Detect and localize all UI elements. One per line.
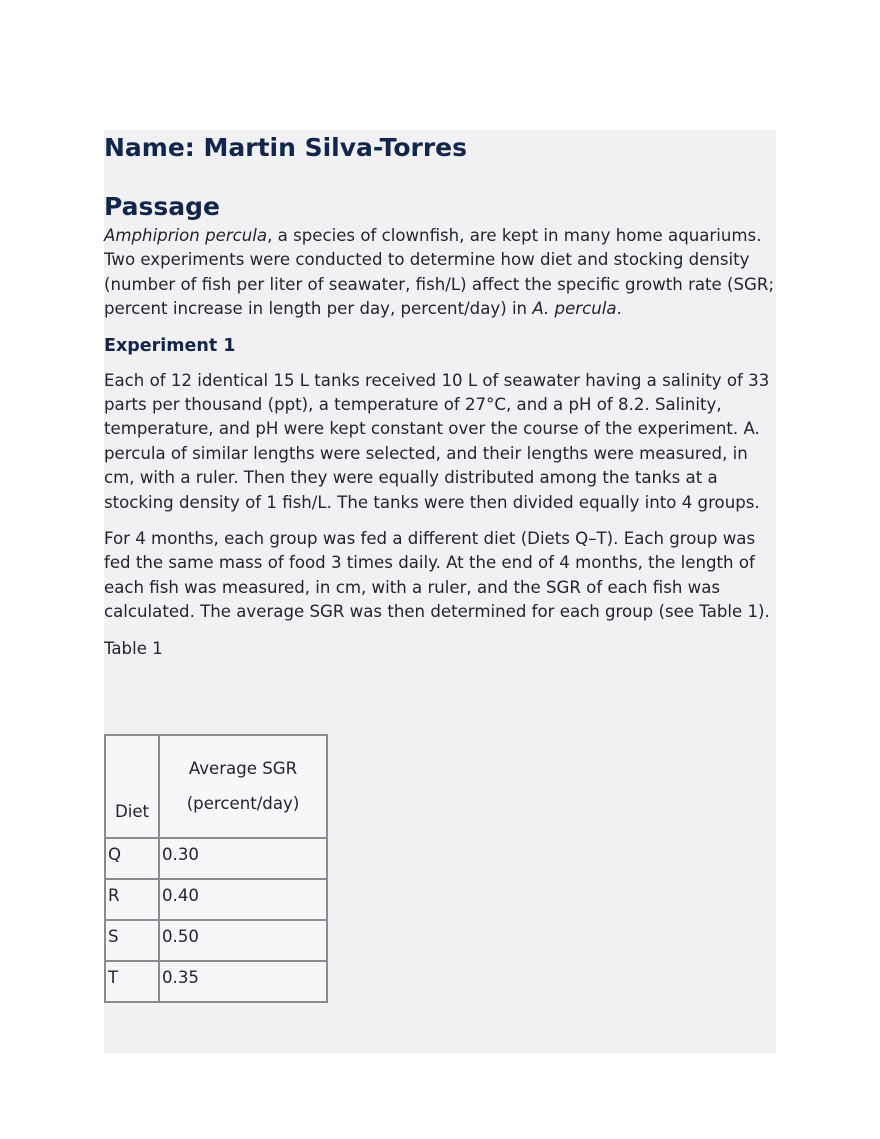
- table-row: [105, 879, 327, 920]
- species-short-name: A. percula: [532, 299, 617, 319]
- column-header-diet: Diet: [105, 735, 159, 838]
- experiment-1-paragraph-1: Each of 12 identical 15 L tanks received 10 L of seawater having a salinity of 33 parts per thousand (ppt), a temperature of 27°C, and a pH of 8.2. Salinity, temperature, and pH were kept constant over the course of the experiment. A. percula of similar lengths were selected, and their lengths were measured, in cm, with a ruler. Then they were equally distributed among the tanks at a stocking density of 1 fish/L. The tanks were then divided equally into 4 groups.: [104, 370, 770, 512]
- sgr-header-line-2: (percent/day): [186, 794, 300, 813]
- passage-intro-paragraph: [104, 224, 776, 322]
- intro-text: , a species of clownfish, are kept in many home aquariums. Two experiments were conducted to determine how diet and stocking density (number of fish per liter of seawater, fish/L) affect the specific growth rate (SGR; percent increase in length per day, percent/day) in: [104, 226, 775, 319]
- sgr-cell: 0.40: [159, 879, 327, 920]
- table-row: [105, 838, 327, 879]
- table-header-row: [105, 735, 327, 838]
- species-name: Amphiprion percula: [104, 226, 268, 245]
- column-header-average-sgr: [159, 735, 327, 838]
- table-row: [105, 961, 327, 1002]
- table-1-caption: Table 1: [104, 638, 163, 658]
- table-row: [105, 920, 327, 961]
- diet-cell: Q: [105, 838, 159, 879]
- document-content: [104, 130, 776, 661]
- experiment-1-paragraph-2: For 4 months, each group was fed a different diet (Diets Q–T). Each group was fed the same mass of food 3 times daily. At the end of 4 months, the length of each fish was measured, in cm, with a ruler, and the SGR of each fish was calculated. The average SGR was then determined for each group (see Table 1).: [104, 529, 770, 622]
- sgr-cell: 0.35: [159, 961, 327, 1002]
- experiment-1-heading: Experiment 1: [104, 335, 236, 356]
- sgr-cell: 0.30: [159, 838, 327, 879]
- sgr-header-line-1: Average SGR: [188, 759, 298, 778]
- sgr-cell: 0.50: [159, 920, 327, 961]
- student-name-heading: Name: Martin Silva-Torres: [104, 133, 468, 162]
- intro-text-end: .: [616, 299, 622, 319]
- diet-cell: T: [105, 961, 159, 1002]
- passage-heading: Passage: [104, 192, 221, 221]
- diet-cell: S: [105, 920, 159, 961]
- diet-cell: R: [105, 879, 159, 920]
- table-1: [104, 734, 328, 1003]
